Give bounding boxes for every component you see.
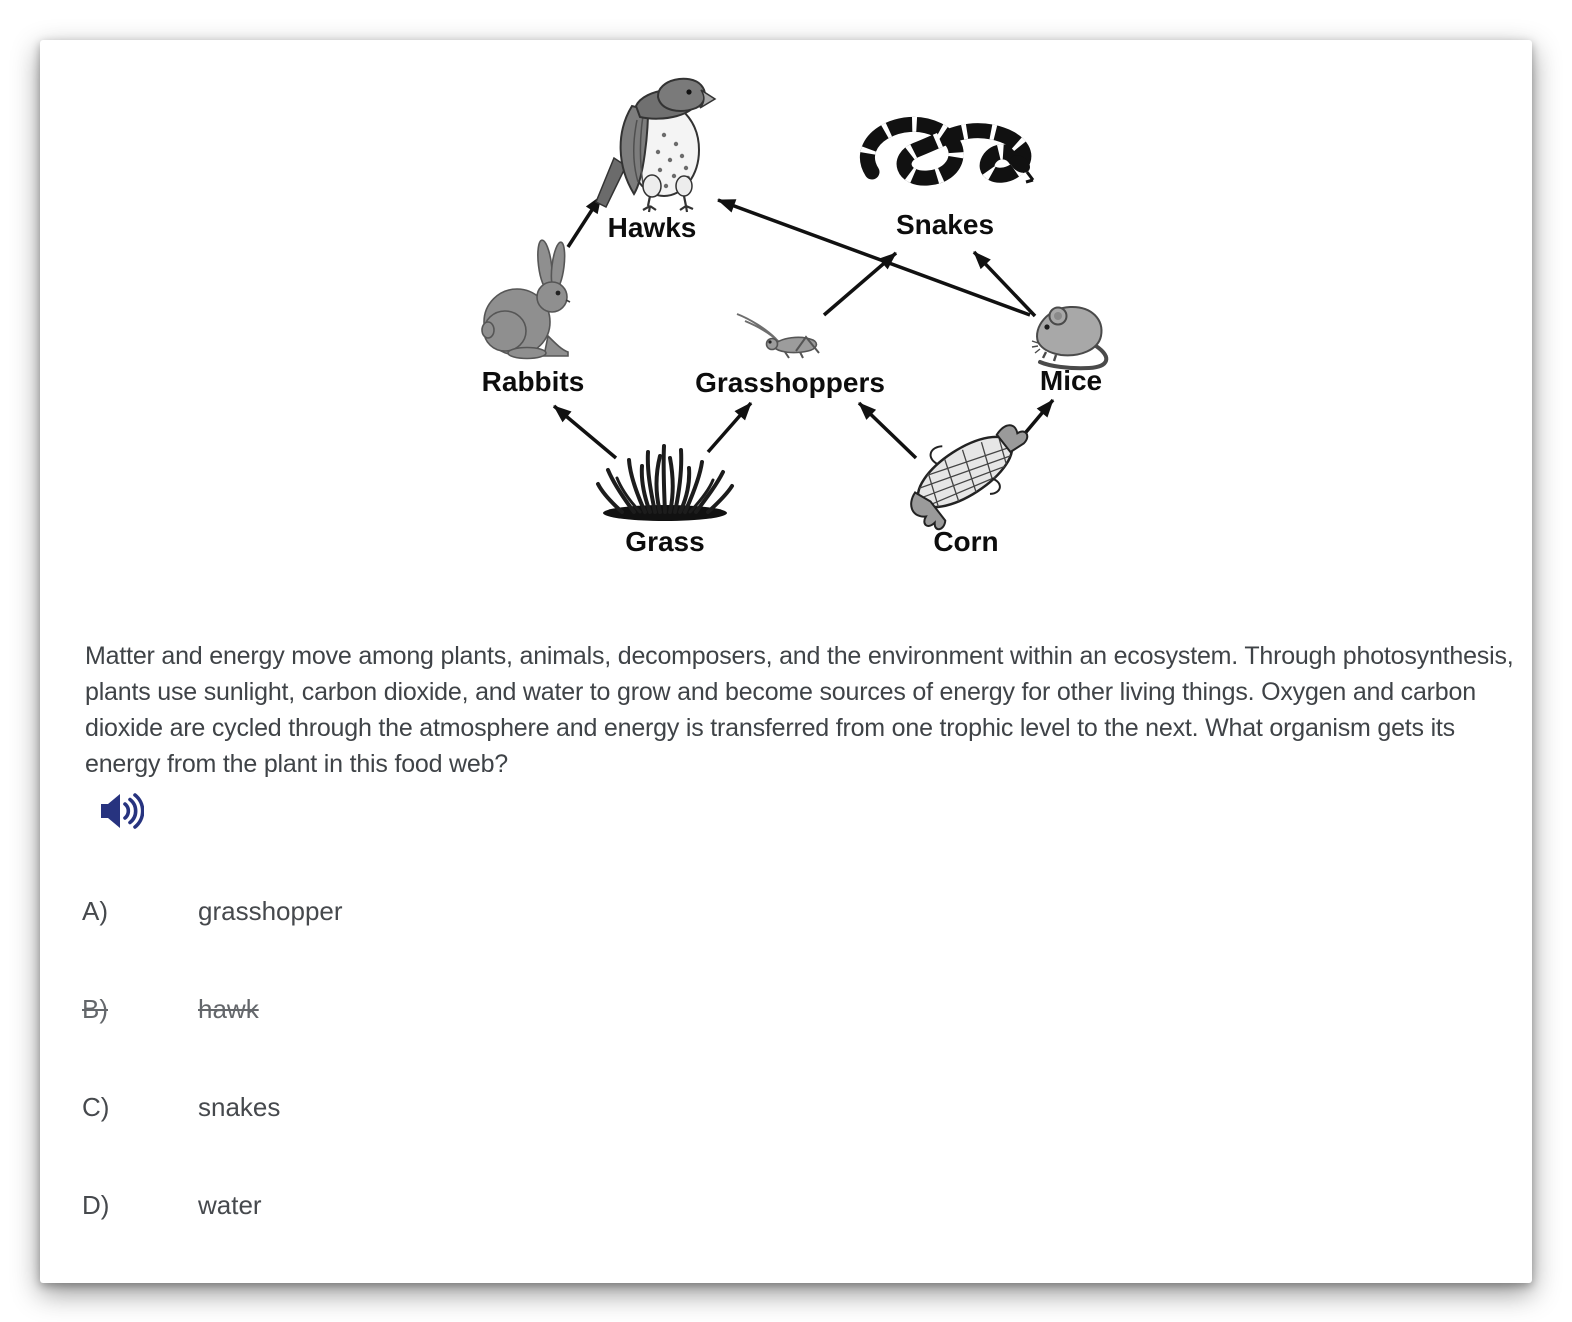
rabbit-illustration — [482, 239, 570, 358]
choice-c-letter: C) — [82, 1092, 110, 1122]
choice-a[interactable] — [82, 895, 1482, 927]
answer-choices — [82, 895, 1482, 1287]
choice-a-text: grasshopper — [198, 896, 343, 926]
arrow-grass-to-grasshoppers — [708, 403, 751, 452]
food-web-diagram — [40, 40, 1532, 585]
arrow-grasshoppers-to-snakes — [824, 253, 896, 315]
corn-illustration — [891, 402, 1045, 536]
choice-c-text: snakes — [198, 1092, 281, 1122]
food-web-svg — [440, 55, 1140, 585]
choice-b-letter: B) — [82, 994, 108, 1024]
choice-c[interactable] — [82, 1091, 1482, 1123]
label-hawks: Hawks — [607, 212, 697, 243]
label-grass: Grass — [625, 526, 705, 557]
mouse-illustration — [1032, 307, 1106, 368]
label-corn: Corn — [933, 526, 999, 557]
choice-a-letter: A) — [82, 896, 108, 926]
label-grasshoppers: Grasshoppers — [695, 367, 885, 398]
speaker-icon[interactable] — [98, 790, 144, 832]
arrow-grass-to-rabbits — [554, 406, 616, 458]
question-text: Matter and energy move among plants, animals, decomposers, and the environment within an ecosystem. Through photosynthesis, plants use sunlight, carbon dioxide, and water to grow and become sources of energy for other living things. Oxygen and carbon dioxide are cycled through the atmosphere and energy is transferred from one trophic level to the next. What organism gets its energy from the plant in this food web? — [85, 642, 1514, 778]
choice-d-letter: D) — [82, 1190, 110, 1220]
choice-b[interactable] — [82, 993, 1482, 1025]
choice-d-text: water — [198, 1190, 262, 1220]
grass-illustration — [598, 446, 732, 521]
grasshopper-illustration — [737, 314, 819, 358]
choice-b-text: hawk — [198, 994, 259, 1024]
hawk-illustration — [596, 79, 715, 212]
arrow-corn-to-grasshoppers — [859, 403, 916, 458]
label-rabbits: Rabbits — [481, 366, 585, 397]
choice-d[interactable] — [82, 1189, 1482, 1221]
label-snakes: Snakes — [895, 209, 995, 240]
snake-illustration — [867, 124, 1033, 182]
question-card — [40, 40, 1532, 1283]
speaker-icon-glyph — [98, 790, 144, 832]
label-mice: Mice — [1039, 365, 1103, 396]
arrow-rabbits-to-hawks — [568, 196, 601, 247]
